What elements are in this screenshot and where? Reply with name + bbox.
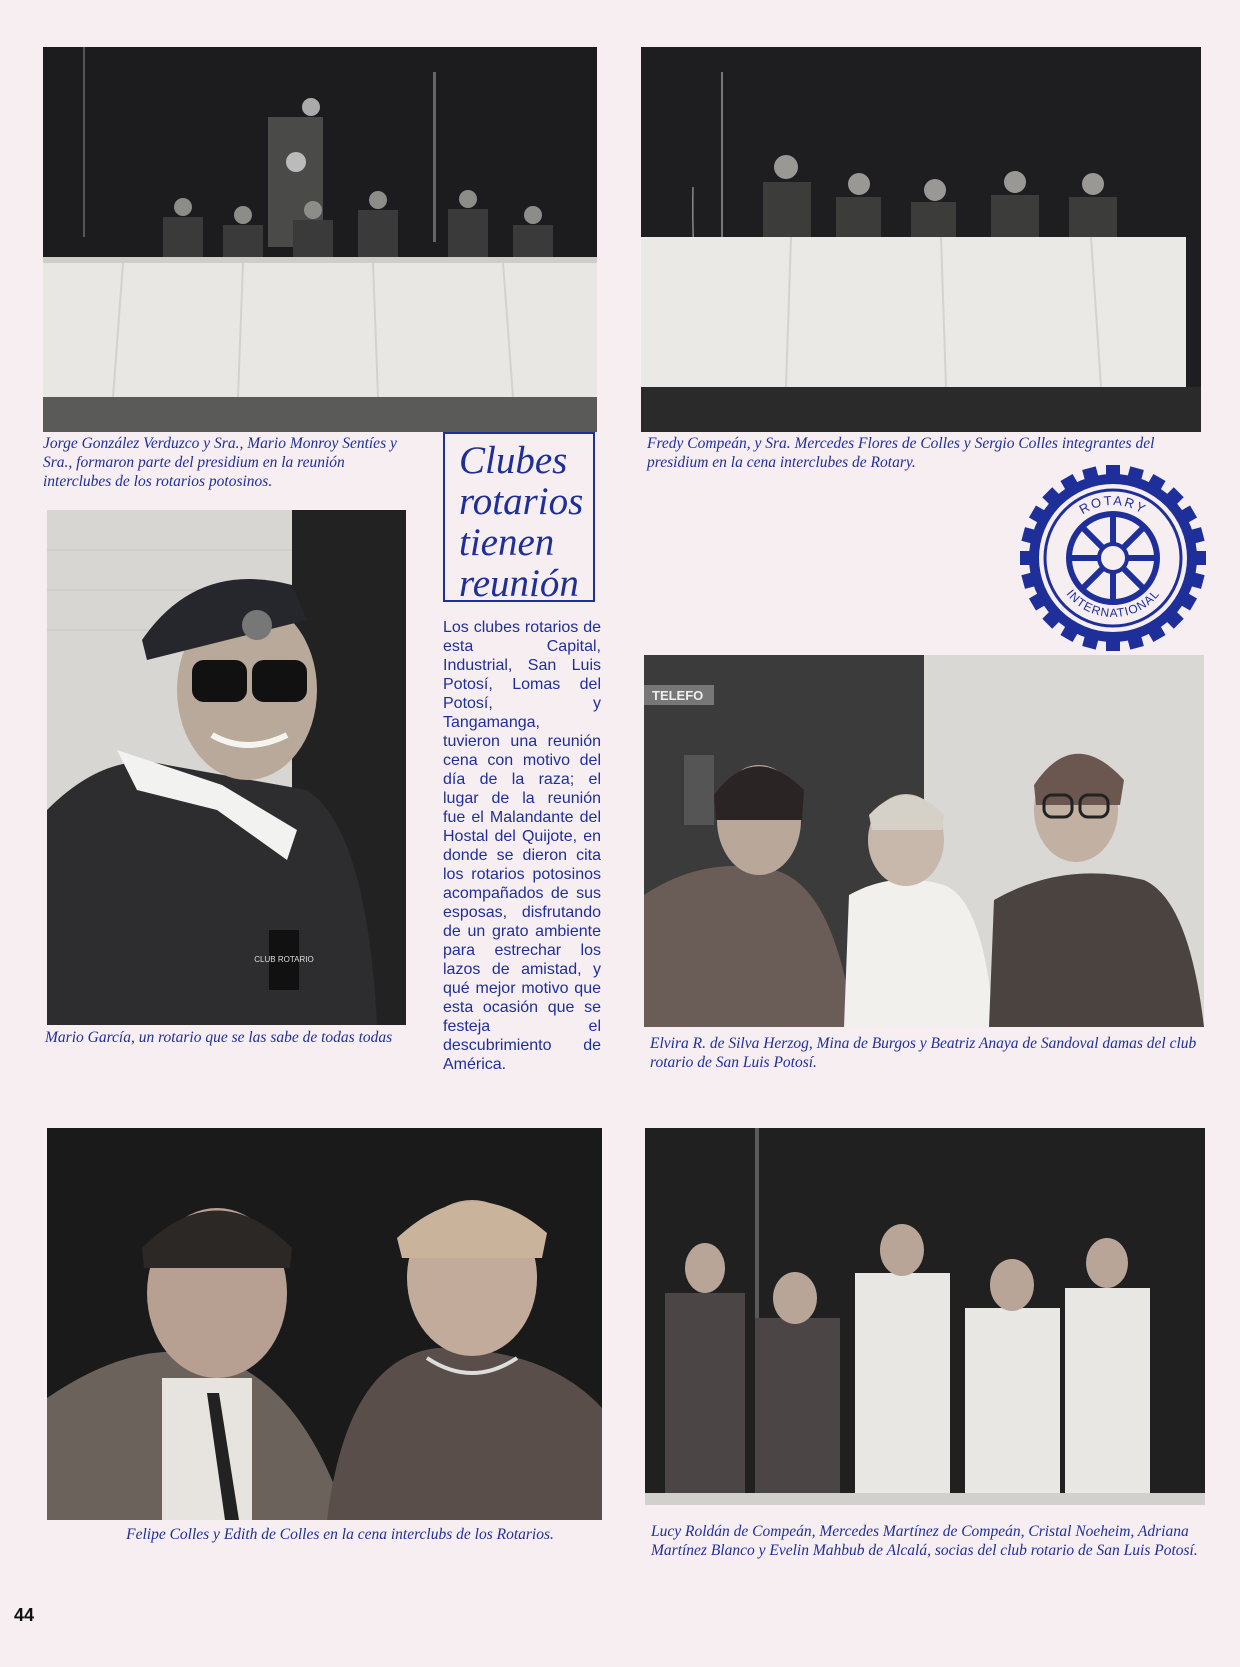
- photo-socias-club: [645, 1128, 1205, 1505]
- photo-socias-club-caption: Lucy Roldán de Compeán, Mercedes Martínez de Compeán, Cristal Noeheim, Adriana Martínez Blanco y Evelin Mahbub de Alcalá, socias del club rotario de San Luis Potosí.: [651, 1523, 1198, 1559]
- photo-felipe-edith-colles: [47, 1128, 602, 1520]
- photo-presidium-left-caption: Jorge González Verduzco y Sra., Mario Monroy Sentíes y Sra., formaron parte del presidium en la reunión interclubes de los rotarios potosinos.: [43, 435, 397, 490]
- photo-presidium-right: [641, 47, 1201, 432]
- article-title-box: [443, 432, 595, 605]
- photo-mario-garcia-caption: Mario García, un rotario que se las sabe de todas todas: [45, 1029, 393, 1046]
- telefono-sign: TELEFO: [652, 688, 704, 703]
- article-title-line-2: rotarios: [459, 480, 584, 523]
- photo-felipe-edith-colles-caption: Felipe Colles y Edith de Colles en la cena interclubs de los Rotarios.: [126, 1526, 554, 1543]
- badge-label: CLUB ROTARIO: [254, 955, 314, 964]
- article-title-line-3: tienen: [459, 521, 555, 564]
- logo-bottom-text: INTERNATIONAL: [1063, 586, 1163, 621]
- photo-damas-club: [644, 655, 1204, 1027]
- photo-presidium-right-caption: Fredy Compeán, y Sra. Mercedes Flores de Colles y Sergio Colles integrantes del presidium en la cena interclubes de Rotary.: [647, 435, 1155, 471]
- article-body: Los clubes rotarios de esta Capital, Industrial, San Luis Potosí, Lomas del Potosí, y Tangamanga, tuvieron una reunión cena con motivo del día de la raza; el lugar de la reunión fue el Malandante del Hostal del Quijote, en donde se dieron cita los rotarios potosinos acompañados de sus esposas, disfrutando de un grato ambiente para estrechar los lazos de amistad, y qué mejor motivo que esta ocasión que se festeja el descubrimiento de América.: [443, 619, 601, 1073]
- photo-presidium-left: [43, 47, 597, 432]
- logo-top-text: ROTARY: [1076, 492, 1150, 518]
- photo-mario-garcia: [47, 510, 406, 1025]
- page-number: 44: [14, 1605, 35, 1625]
- rotary-international-logo: [1020, 465, 1206, 651]
- photo-damas-club-caption: Elvira R. de Silva Herzog, Mina de Burgos y Beatriz Anaya de Sandoval damas del club rotario de San Luis Potosí.: [650, 1035, 1197, 1071]
- article-title-line-1: Clubes: [459, 439, 568, 482]
- article-title-line-4: reunión: [459, 562, 579, 605]
